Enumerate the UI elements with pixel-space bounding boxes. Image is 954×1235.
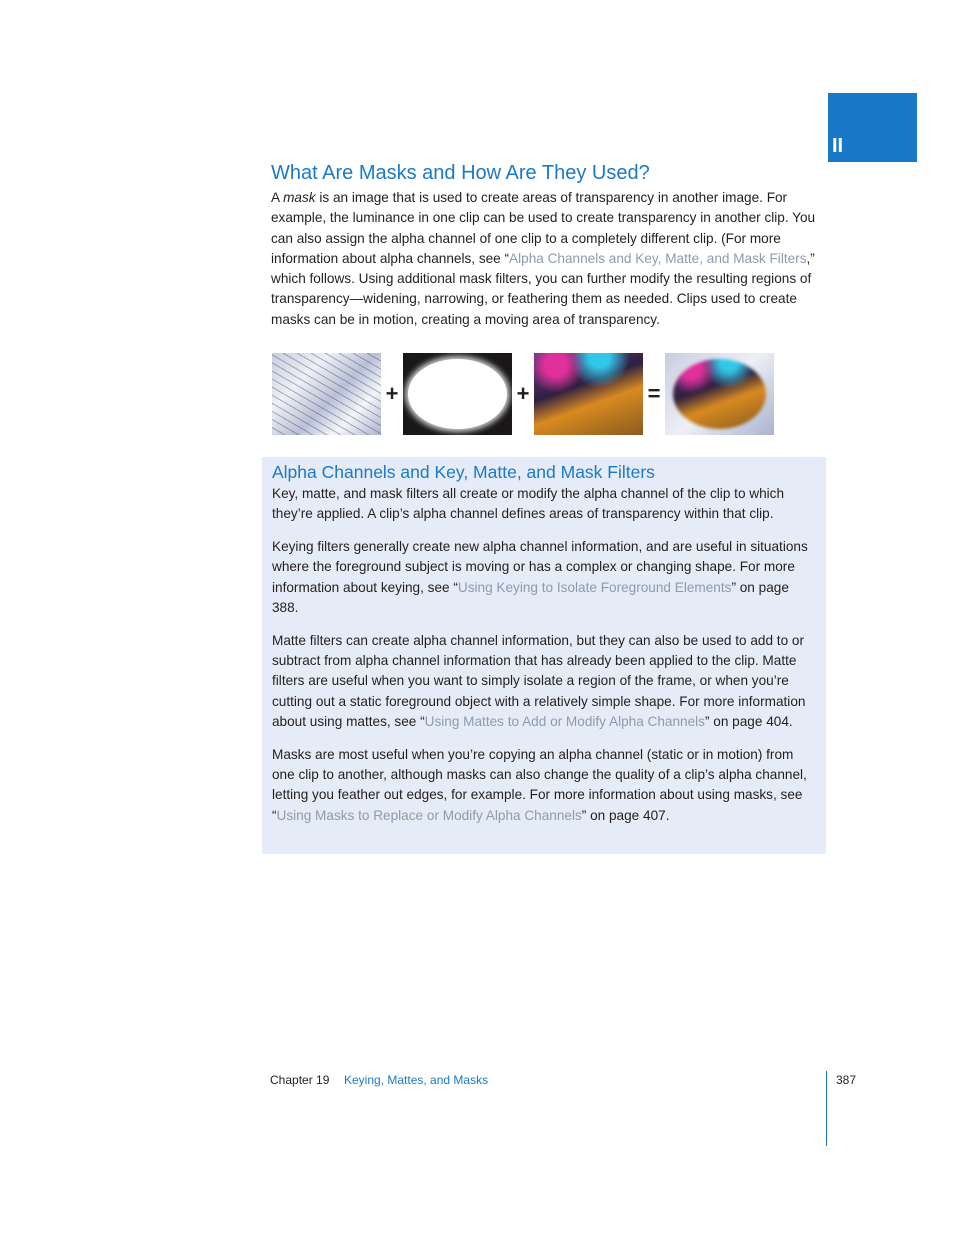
cross-reference-link[interactable]: Using Keying to Isolate Foreground Elements <box>457 579 732 595</box>
text: Matte filters can create alpha channel information, but they can also be used to add to or subtract from alpha channel information that has already been applied to the clip. Matte filters are useful when you want to simply isolate a region of the frame, or when you’re cutting out a static foreground object with a relatively simple shape. For more information about using mattes, see “ <box>272 632 806 729</box>
footer-chapter-title[interactable]: Keying, Mattes, and Masks <box>344 1073 489 1087</box>
mask-figure <box>272 353 774 435</box>
composite-result-image <box>665 353 774 435</box>
section-body <box>271 188 827 343</box>
cross-reference-link[interactable]: Using Masks to Replace or Modify Alpha Channels <box>276 807 582 823</box>
paragraph <box>272 745 817 826</box>
text: Key, matte, and mask filters all create or modify the alpha channel of the clip to which they’re applied. A clip’s alpha channel defines areas of transparency within that clip. <box>272 486 785 522</box>
text: Masks are most useful when you’re copying an alpha channel (static or in motion) from one clip to another, although masks can also change the quality of a clip’s alpha channel, letting you feather out edges, for example. For more information about using masks, see “ <box>272 746 807 823</box>
part-tab-label: II <box>832 135 844 157</box>
paragraph <box>271 188 827 330</box>
part-tab <box>828 93 917 162</box>
text: ” on page 404. <box>704 713 793 729</box>
text: is an image that is used to create areas of transparency in another image. For example, the luminance in one clip can be used to create transparency in another clip. You can also assign the alpha channel of one clip to a completely different clip. (For more information about alpha channels, see “ <box>271 190 816 266</box>
guitarist-image <box>534 353 643 435</box>
plus-operator: + <box>385 381 399 406</box>
paragraph <box>272 537 817 618</box>
text: A <box>271 190 284 205</box>
subsection-heading: Alpha Channels and Key, Matte, and Mask Filters <box>272 462 655 482</box>
footer-chapter: Chapter 19 <box>270 1073 330 1087</box>
text: ” on page 407. <box>581 807 670 823</box>
subsection-body <box>272 484 817 838</box>
oval-mask-image <box>403 353 512 435</box>
paragraph <box>272 631 817 732</box>
emphasis-text: mask <box>283 190 316 205</box>
paragraph <box>272 484 817 525</box>
cross-reference-link[interactable]: Using Mattes to Add or Modify Alpha Channels <box>424 713 705 729</box>
section-heading: What Are Masks and How Are They Used? <box>271 162 650 184</box>
plus-operator: + <box>516 381 530 406</box>
cross-reference-link[interactable]: Alpha Channels and Key, Matte, and Mask Filters <box>509 250 807 266</box>
equals-operator: = <box>647 381 661 406</box>
text: ,” which follows. Using additional mask filters, you can further modify the resulting regions of transparency—widening, narrowing, or feathering them as needed. Clips used to create masks can be in motion, creating a moving area of transparency. <box>271 250 815 327</box>
text: Keying filters generally create new alpha channel information, and are useful in situations where the foreground subject is moving or has a complex or changing shape. For more information about keying, see “ <box>272 539 808 595</box>
footer-divider <box>826 1071 827 1146</box>
sheet-music-image <box>272 353 381 435</box>
page-number: 387 <box>836 1073 857 1087</box>
text: ” on page 388. <box>272 579 789 615</box>
